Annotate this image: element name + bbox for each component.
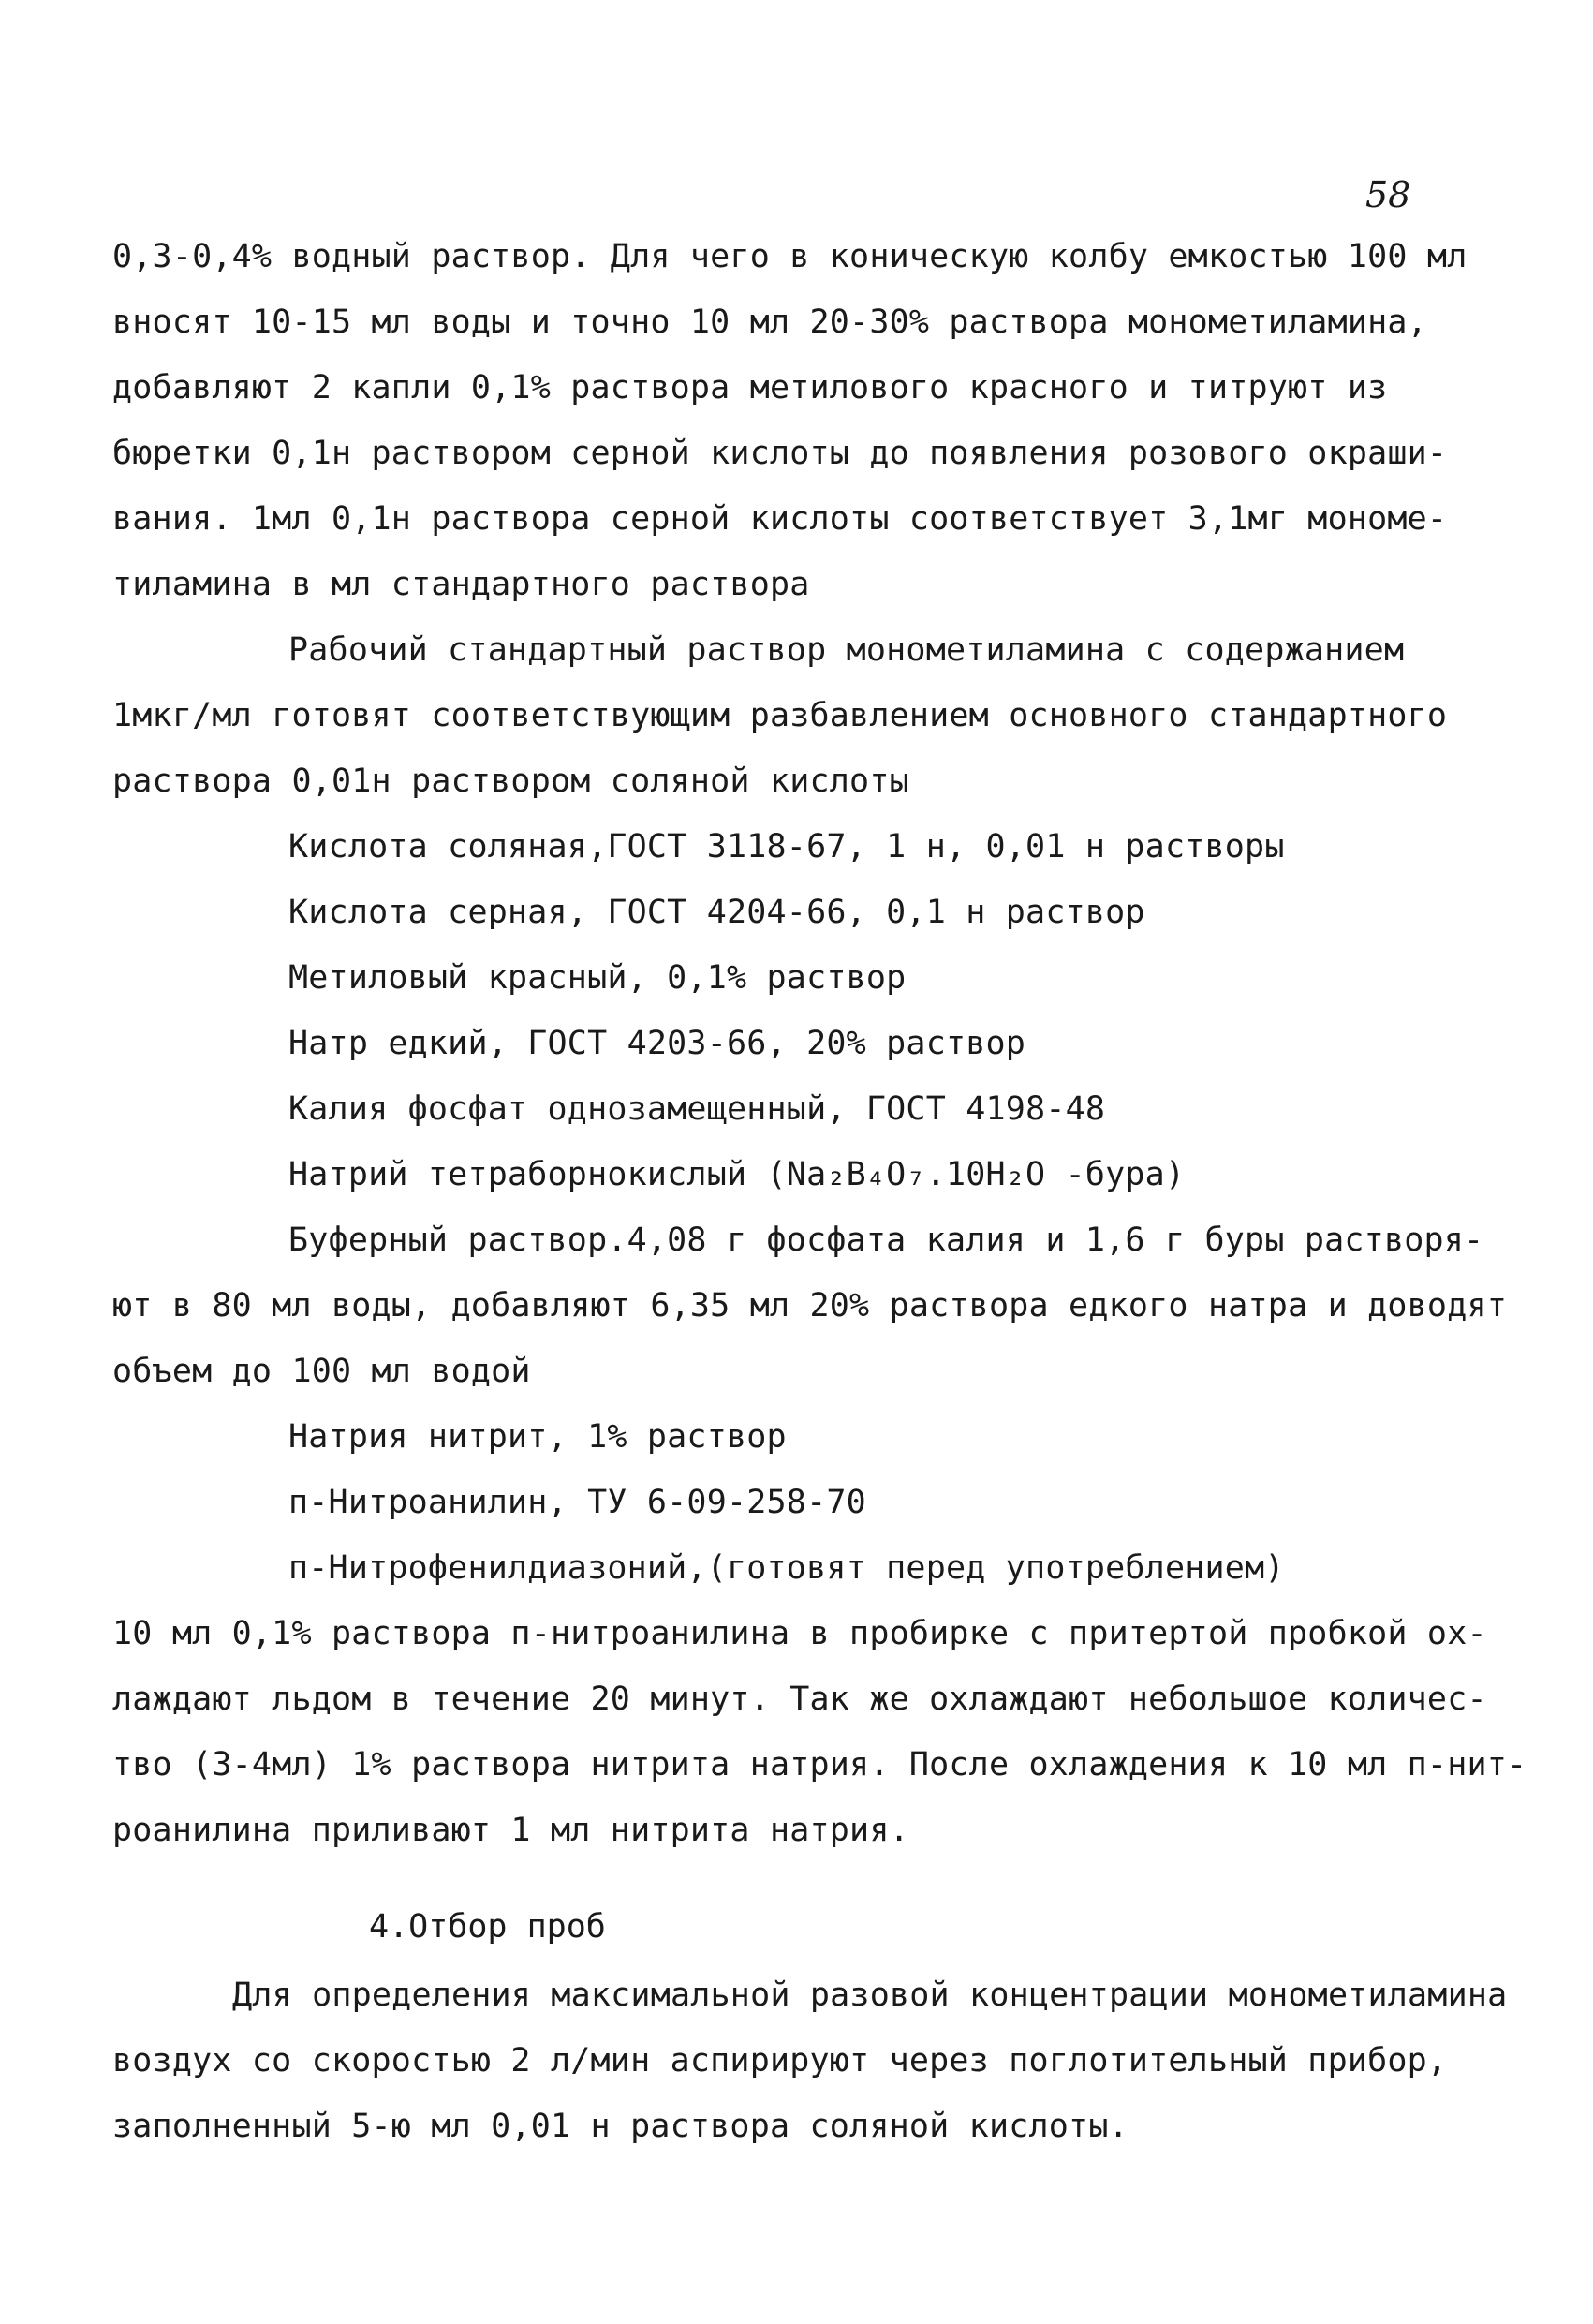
reagent-item: п-Нитрофенилдиазоний,(готовят перед употреблением) (288, 1549, 1285, 1587)
reagent-item: Кислота серная, ГОСТ 4204-66, 0,1 н раствор (288, 894, 1145, 931)
reagent-item: Натрий тетраборнокислый (Na₂B₄O₇.10H₂O -бура) (288, 1156, 1186, 1193)
paragraph-2-line: 1мкг/мл готовят соответствующим разбавлением основного стандартного (112, 697, 1448, 734)
paragraph-1-line: тиламина в мл стандартного раствора (112, 566, 810, 603)
reagent-item: Кислота соляная,ГОСТ 3118-67, 1 н, 0,01 н растворы (288, 828, 1285, 866)
reagent-item: Метиловый красный, 0,1% раствор (288, 959, 907, 997)
sampling-paragraph-line: заполненный 5-ю мл 0,01 н раствора соляной кислоты. (112, 2108, 1128, 2145)
reagent-item: Натр едкий, ГОСТ 4203-66, 20% раствор (288, 1025, 1026, 1062)
buffer-paragraph-line: Буферный раствор.4,08 г фосфата калия и 1,6 г буры растворя- (288, 1221, 1484, 1259)
paragraph-1-line: 0,3-0,4% водный раствор. Для чего в коническую колбу емкостью 100 мл (112, 238, 1468, 275)
buffer-paragraph-line: объем до 100 мл водой (112, 1353, 531, 1390)
preparation-paragraph-line: лаждают льдом в течение 20 минут. Так же охлаждают небольшое количес- (112, 1680, 1487, 1718)
page-number: 58 (1365, 174, 1411, 215)
section-heading: 4.Отбор проб (369, 1908, 606, 1946)
paragraph-1-line: бюретки 0,1н раствором серной кислоты до появления розового окраши- (112, 435, 1448, 472)
reagent-item: п-Нитроанилин, ТУ 6-09-258-70 (288, 1484, 866, 1521)
preparation-paragraph-line: 10 мл 0,1% раствора п-нитроанилина в пробирке с притертой пробкой ох- (112, 1615, 1487, 1652)
preparation-paragraph-line: роанилина приливают 1 мл нитрита натрия. (112, 1812, 909, 1849)
paragraph-2-line: раствора 0,01н раствором соляной кислоты (112, 762, 909, 800)
paragraph-1-line: вания. 1мл 0,1н раствора серной кислоты соответствует 3,1мг мономе- (112, 500, 1448, 538)
sampling-paragraph-line: Для определения максимальной разовой концентрации монометиламина (232, 1976, 1508, 2014)
buffer-paragraph-line: ют в 80 мл воды, добавляют 6,35 мл 20% раствора едкого натра и доводят (112, 1287, 1508, 1325)
paragraph-1-line: добавляют 2 капли 0,1% раствора метилового красного и титруют из (112, 369, 1388, 407)
reagent-item: Калия фосфат однозамещенный, ГОСТ 4198-48 (288, 1090, 1106, 1128)
reagent-item: Натрия нитрит, 1% раствор (288, 1418, 787, 1456)
paragraph-2-line: Рабочий стандартный раствор монометиламина с содержанием (288, 631, 1405, 669)
paragraph-1-line: вносят 10-15 мл воды и точно 10 мл 20-30% раствора монометиламина, (112, 303, 1427, 341)
sampling-paragraph-line: воздух со скоростью 2 л/мин аспирируют через поглотительный прибор, (112, 2042, 1448, 2080)
preparation-paragraph-line: тво (3-4мл) 1% раствора нитрита натрия. После охлаждения к 10 мл п-нит- (112, 1746, 1527, 1784)
